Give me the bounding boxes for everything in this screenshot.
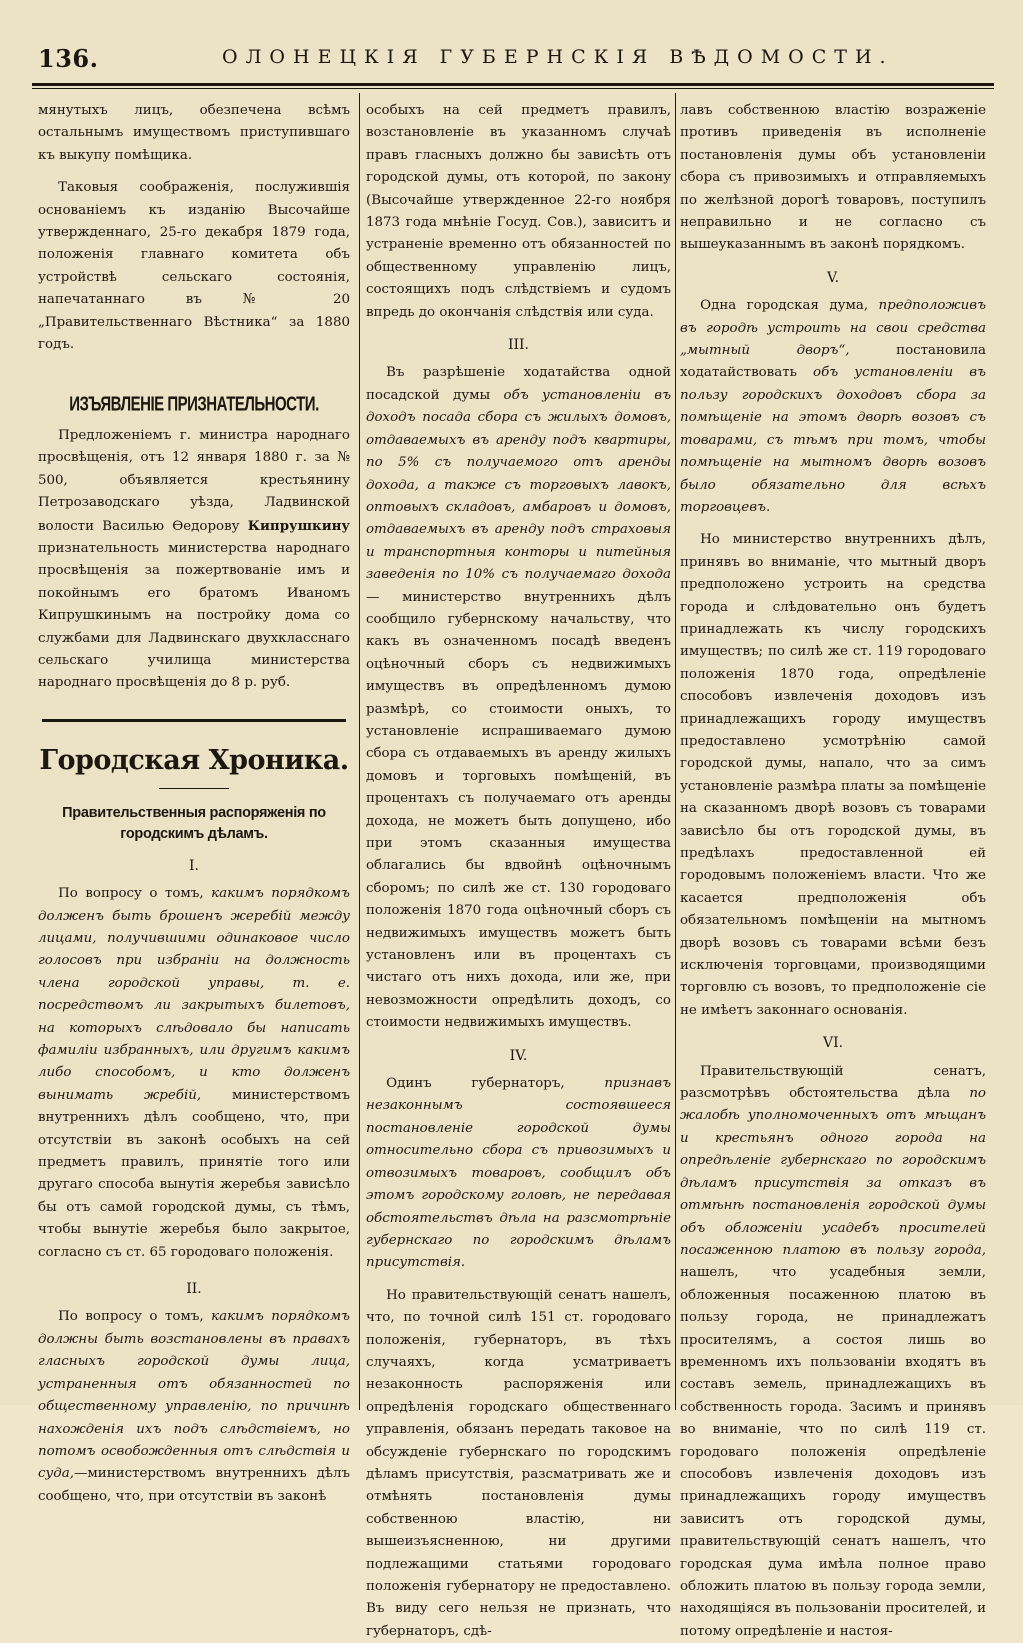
paragraph: мянутыхъ лицъ, обезпечена всѣмъ остальнымъ имуществомъ приступившаго къ выкупу помѣщика. xyxy=(38,103,350,163)
page-number: 136. xyxy=(38,44,99,73)
page-header xyxy=(32,44,992,80)
paragraph: Таковыя соображенія, послужившія основаніемъ къ изданію Высочайше утвержденнаго, 25-го декабря 1879 года, положенія главнаго комитета объ устройствѣ сельскаго состоянія, напечатаннаго въ № 20 „Правительственнаго Вѣстника“ за 1880 годъ. xyxy=(38,180,350,353)
header-rule-thick xyxy=(32,83,994,86)
chronicle-heading: Городская Хроника. xyxy=(39,744,349,776)
section-number: III. xyxy=(507,337,530,354)
paragraph: Предложеніемъ г. министра народнаго просвѣщенія, отъ 12 января 1880 г. за № 500, объявляется крестьянину Петрозаводскаго уѣзда, Ладвинской волости Василью Ѳедорову Кипрушкину признательность министерства народнаго просвѣщенія за пожертвованіе имъ и покойнымъ его братомъ Иваномъ Кипрушкинымъ на постройку дома со службами для Ладвинскаго двухкласснаго сельскаго училища министерства народнаго просвѣщенія до 8 р. руб. xyxy=(38,427,350,691)
section-heading: ИЗЪЯВЛЕНІЕ ПРИЗНАТЕЛЬНОСТИ. xyxy=(69,393,319,417)
column-divider xyxy=(359,93,360,1410)
column-3 xyxy=(680,100,986,1643)
subheading: Правительственныя распоряженія по городскимъ дѣламъ. xyxy=(62,804,326,842)
paragraph: Въ разрѣшеніе ходатайства одной посадской думы объ установленіи въ доходъ посада сбора съ жилыхъ домовъ, отдаваемыхъ въ аренду подъ квартиры, по 5% съ получаемого отъ аренды дохода, а также съ торговыхъ лавокъ, оптовыхъ складовъ, амбаровъ и домовъ, отдаваемыхъ въ аренду подъ страховыя и транспортныя конторы и питейныя заведенія по 10% съ получаемаго дохода — министерство внутреннихъ дѣлъ сообщило губернскому начальству, что какъ въ означенномъ посадѣ введенъ оцѣночный сборъ съ недвижимыхъ имуществъ въ опредѣленномъ думою размѣрѣ, со стоимости оныхъ, то установленіе испрашиваемаго думою сбора съ отдаваемыхъ въ аренду жилыхъ домовъ и торговыхъ помѣщеній, въ процентахъ съ получаемаго отъ аренды дохода, не можетъ быть допущено, ибо при этомъ сказанныя имущества облагались бы вдвойнѣ оцѣночнымъ сборомъ; по силѣ же ст. 130 городоваго положенія 1870 года оцѣночный сборъ съ недвижимыхъ имуществъ можетъ быть установленъ или въ процентахъ съ чистаго отъ нихъ дохода, или же, при невозможности опредѣлить доходъ, со стоимости недвижимыхъ имуществъ. xyxy=(366,365,671,1031)
section-number: II. xyxy=(186,1281,202,1298)
paragraph: лавъ собственною властію возраженіе противъ приведенія въ исполненіе постановленія думы объ установленіи сбора съ привозимыхъ и отправляемыхъ по желѣзной дорогѣ товаровъ, поступилъ неправильно и не согласно съ вышеуказаннымъ въ законѣ порядкомъ. xyxy=(680,103,986,253)
paragraph: Одинъ губернаторъ, признавъ незаконнымъ состоявшееся постановленіе городской думы относительно сбора съ привозимыхъ и отвозимыхъ товаровъ, сообщилъ объ этомъ городскому головѣ, не передавая обстоятельствъ дѣла на разсмотрѣніе губернскаго по городскимъ дѣламъ присутствія. xyxy=(366,1076,671,1271)
newspaper-title: ОЛОНЕЦКІЯ ГУБЕРНСКІЯ ВѢДОМОСТИ. xyxy=(222,46,894,68)
column-2 xyxy=(366,100,671,1643)
section-number: IV. xyxy=(509,1047,528,1064)
paragraph: Одна городская дума, предположивъ въ городѣ устроить на свои средства „мытный дворъ“, постановила ходатайствовать объ установленіи въ пользу городскихъ доходовъ сбора за помѣщеніе на этомъ дворѣ возовъ съ товарами, съ тѣмъ при томъ, чтобы помѣщеніе на мытномъ дворѣ возовъ было обязательно для всѣхъ торговцевъ. xyxy=(680,298,986,515)
paragraph: особыхъ на сей предметъ правилъ, возстановленіе въ указанномъ случаѣ правъ гласныхъ должно бы зависѣть отъ городской думы, отъ которой, по закону (Высочайше утвержденное 22-го ноября 1873 года мнѣніе Госуд. Сов.), зависитъ и устраненіе временно отъ обязанностей по общественному управленію лицъ, состоящихъ подъ слѣдствіемъ и судомъ впредь до окончанія слѣдствія или суда. xyxy=(366,103,671,320)
section-separator xyxy=(42,719,346,722)
column-1 xyxy=(38,100,350,1508)
column-divider xyxy=(675,93,676,1410)
paragraph: По вопросу о томъ, какимъ порядкомъ долженъ быть брошенъ жеребій между лицами, получившими одинаковое число голосовъ при избраніи на должность члена городской управы, т. е. посредствомъ ли закрытыхъ билетовъ, на которыхъ слѣдовало бы написать фамиліи избранныхъ, или другимъ какимъ либо способомъ, и кто долженъ вынимать жребій, министерствомъ внутреннихъ дѣлъ сообщено, что, при отсутствіи въ законѣ особыхъ на сей предметъ правилъ, принятіе того или другаго способа вынутія жеребья зависѣло бы отъ самой городской думы, съ тѣмъ, чтобы вынутіе жеребья было закрытое, согласно съ ст. 65 городоваго положенія. xyxy=(38,886,350,1260)
paragraph: По вопросу о томъ, какимъ порядкомъ должны быть возстановлены въ правахъ гласныхъ городской думы лица, устраненныя отъ обязанностей по общественному управленію, по причинѣ нахожденія ихъ подъ слѣдствіемъ, но потомъ освобожденныя отъ слѣдствія и суда,—министерствомъ внутреннихъ дѣлъ сообщено, что, при отсутствіи въ законѣ xyxy=(38,1309,350,1504)
highlighted-name: Кипрушкину xyxy=(247,517,350,534)
paragraph: Но министерство внутреннихъ дѣлъ, принявъ во вниманіе, что мытный дворъ предположено устроить на средства города и слѣдовательно онъ будетъ принадлежать къ числу городскихъ имуществъ; по силѣ же ст. 119 городоваго положенія 1870 года, опредѣленіе способовъ извлеченія доходовъ изъ принадлежащихъ городу имуществъ предоставлено усмотрѣнію самой городской думы, напало, что за симъ установленіе размѣра платы за помѣщеніе на сказанномъ дворѣ возовъ съ товарами зависѣло бы отъ городской думы, въ предѣлахъ предоставленной ей городовымъ положеніемъ власти. Что же касается предположенія объ обязательномъ помѣщеніи на мытномъ дворѣ возовъ съ товарами всѣми безъ исключенія торговцами, производящими торговлю съ возовъ, то предположеніе сіе не имѣетъ законнаго основанія. xyxy=(680,532,986,1018)
short-divider xyxy=(159,788,229,789)
section-number: V. xyxy=(826,269,840,286)
paragraph: Но правительствующій сенатъ нашелъ, что, по точной силѣ 151 ст. городоваго положенія, губернаторъ, въ тѣхъ случаяхъ, когда усматриваетъ незаконность распоряженія или опредѣленія городскаго общественнаго управленія, обязанъ передать таковое на обсужденіе губернскаго по городскимъ дѣламъ присутствія, разсматривать же и отмѣнять постановленія думы собственною властію, ни вышеизъясненною, ни другими подлежащими статьями городоваго положенія губернатору не предоставлено. Въ виду сего нельзя не признать, что губернаторъ, сдѣ- xyxy=(366,1287,671,1639)
section-number: I. xyxy=(189,857,199,874)
section-number: VI. xyxy=(822,1035,844,1052)
header-rule-thin xyxy=(32,88,994,89)
paragraph: Правительствующій сенатъ, разсмотрѣвъ обстоятельства дѣла по жалобѣ уполномоченныхъ отъ мѣщанъ и крестьянъ одного города на опредѣленіе губернскаго по городскимъ дѣламъ присутствія за отказъ въ отмѣнѣ постановленія городской думы объ обложеніи усадебъ просителей посаженною платою въ пользу города, нашелъ, что усадебныя земли, обложенныя посаженною платою въ пользу города, не принадлежатъ просителямъ, а состоя лишь во временномъ ихъ пользованіи входятъ въ составъ земель, принадлежащихъ въ собственность города. Засимъ и принявъ во вниманіе, что по силѣ 119 ст. городоваго положенія опредѣленіе способовъ извлеченія доходовъ изъ принадлежащихъ городу имуществъ зависитъ отъ городской думы, правительствующій сенатъ нашелъ, что городская дума имѣла полное право обложить платою въ пользу города земли, находящіяся въ пользованіи просителей, и потому опредѣленіе и настоя- xyxy=(680,1063,986,1639)
